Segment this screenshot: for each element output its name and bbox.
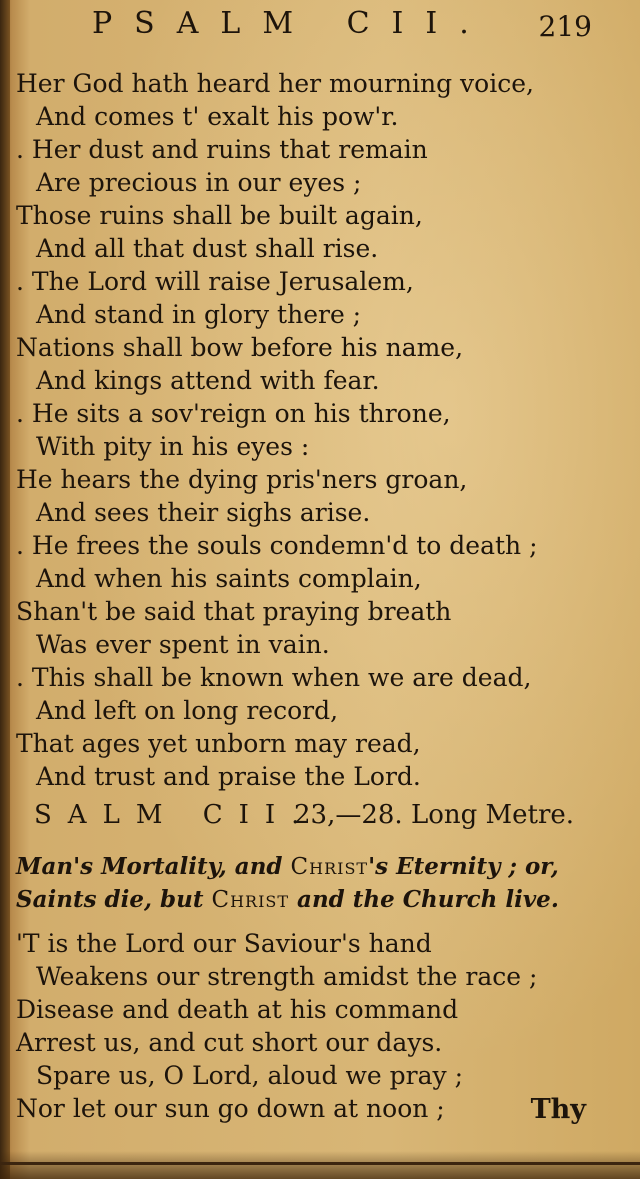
hymn-line: 'T is the Lord our Saviour's hand [16,929,432,958]
stanza-line: And kings attend with fear. [36,366,380,395]
catchword: Thy [530,1094,586,1125]
stanza-line: Nations shall bow before his name, [16,333,464,362]
stanza-line: . He sits a sov'reign on his throne, [16,399,451,428]
hymn-line: Arrest us, and cut short our days. [16,1028,443,1057]
subtitle-text: Man's Mortality, and [16,853,291,880]
subtitle-text: and the Church live. [289,886,559,913]
psalm-subtitle-line-2 [16,885,559,915]
running-title: PSALM CII. [92,6,491,41]
stanza-line: With pity in his eyes : [36,432,310,461]
stanza-line: Her God hath heard her mourning voice, [16,69,534,98]
stanza-line: And left on long record, [36,696,339,725]
hymn-line: Spare us, O Lord, aloud we pray ; [36,1061,463,1090]
subtitle-text: Saints die, but [16,886,212,913]
stanza-line: And when his saints complain, [36,564,422,593]
stanza-line: Those ruins shall be built again, [16,201,423,230]
stanza-line: . This shall be known when we are dead, [16,663,532,692]
psalm-subtitle-line-1 [16,852,559,882]
running-header [92,6,592,50]
stanza-line: Are precious in our eyes ; [36,168,362,197]
page-spine-shadow [0,0,10,1179]
stanza-line: . The Lord will raise Jerusalem, [16,267,414,296]
subtitle-text: 's Eternity ; or, [368,853,559,880]
psalm-heading [34,800,604,836]
stanza-line: And all that dust shall rise. [36,234,379,263]
stanza-line: And comes t' exalt his pow'r. [36,102,399,131]
stanza-line: . He frees the souls condemn'd to death ; [16,531,538,560]
stanza-line: And sees their sighs arise. [36,498,371,527]
stanza-line: Was ever spent in vain. [36,630,330,659]
stanza-line: . Her dust and ruins that remain [16,135,428,164]
hymn-line: Disease and death at his command [16,995,459,1024]
psalm-heading-verses: 23,—28. Long Metre. [294,800,575,830]
hymn-line: Weakens our strength amidst the race ; [36,962,538,991]
subtitle-smallcaps: Christ [290,854,369,880]
stanza-line: Shan't be said that praying breath [16,597,452,626]
page-number: 219 [538,10,592,43]
page-bottom-shadow [0,1151,640,1179]
stanza-line: And trust and praise the Lord. [36,762,421,791]
subtitle-smallcaps: Christ [211,887,290,913]
stanza-line: That ages yet unborn may read, [16,729,421,758]
psalm-heading-title: SALM CII. [34,800,316,830]
stanza-line: And stand in glory there ; [36,300,362,329]
hymn-line: Nor let our sun go down at noon ; [16,1094,445,1123]
stanza-line: He hears the dying pris'ners groan, [16,465,468,494]
